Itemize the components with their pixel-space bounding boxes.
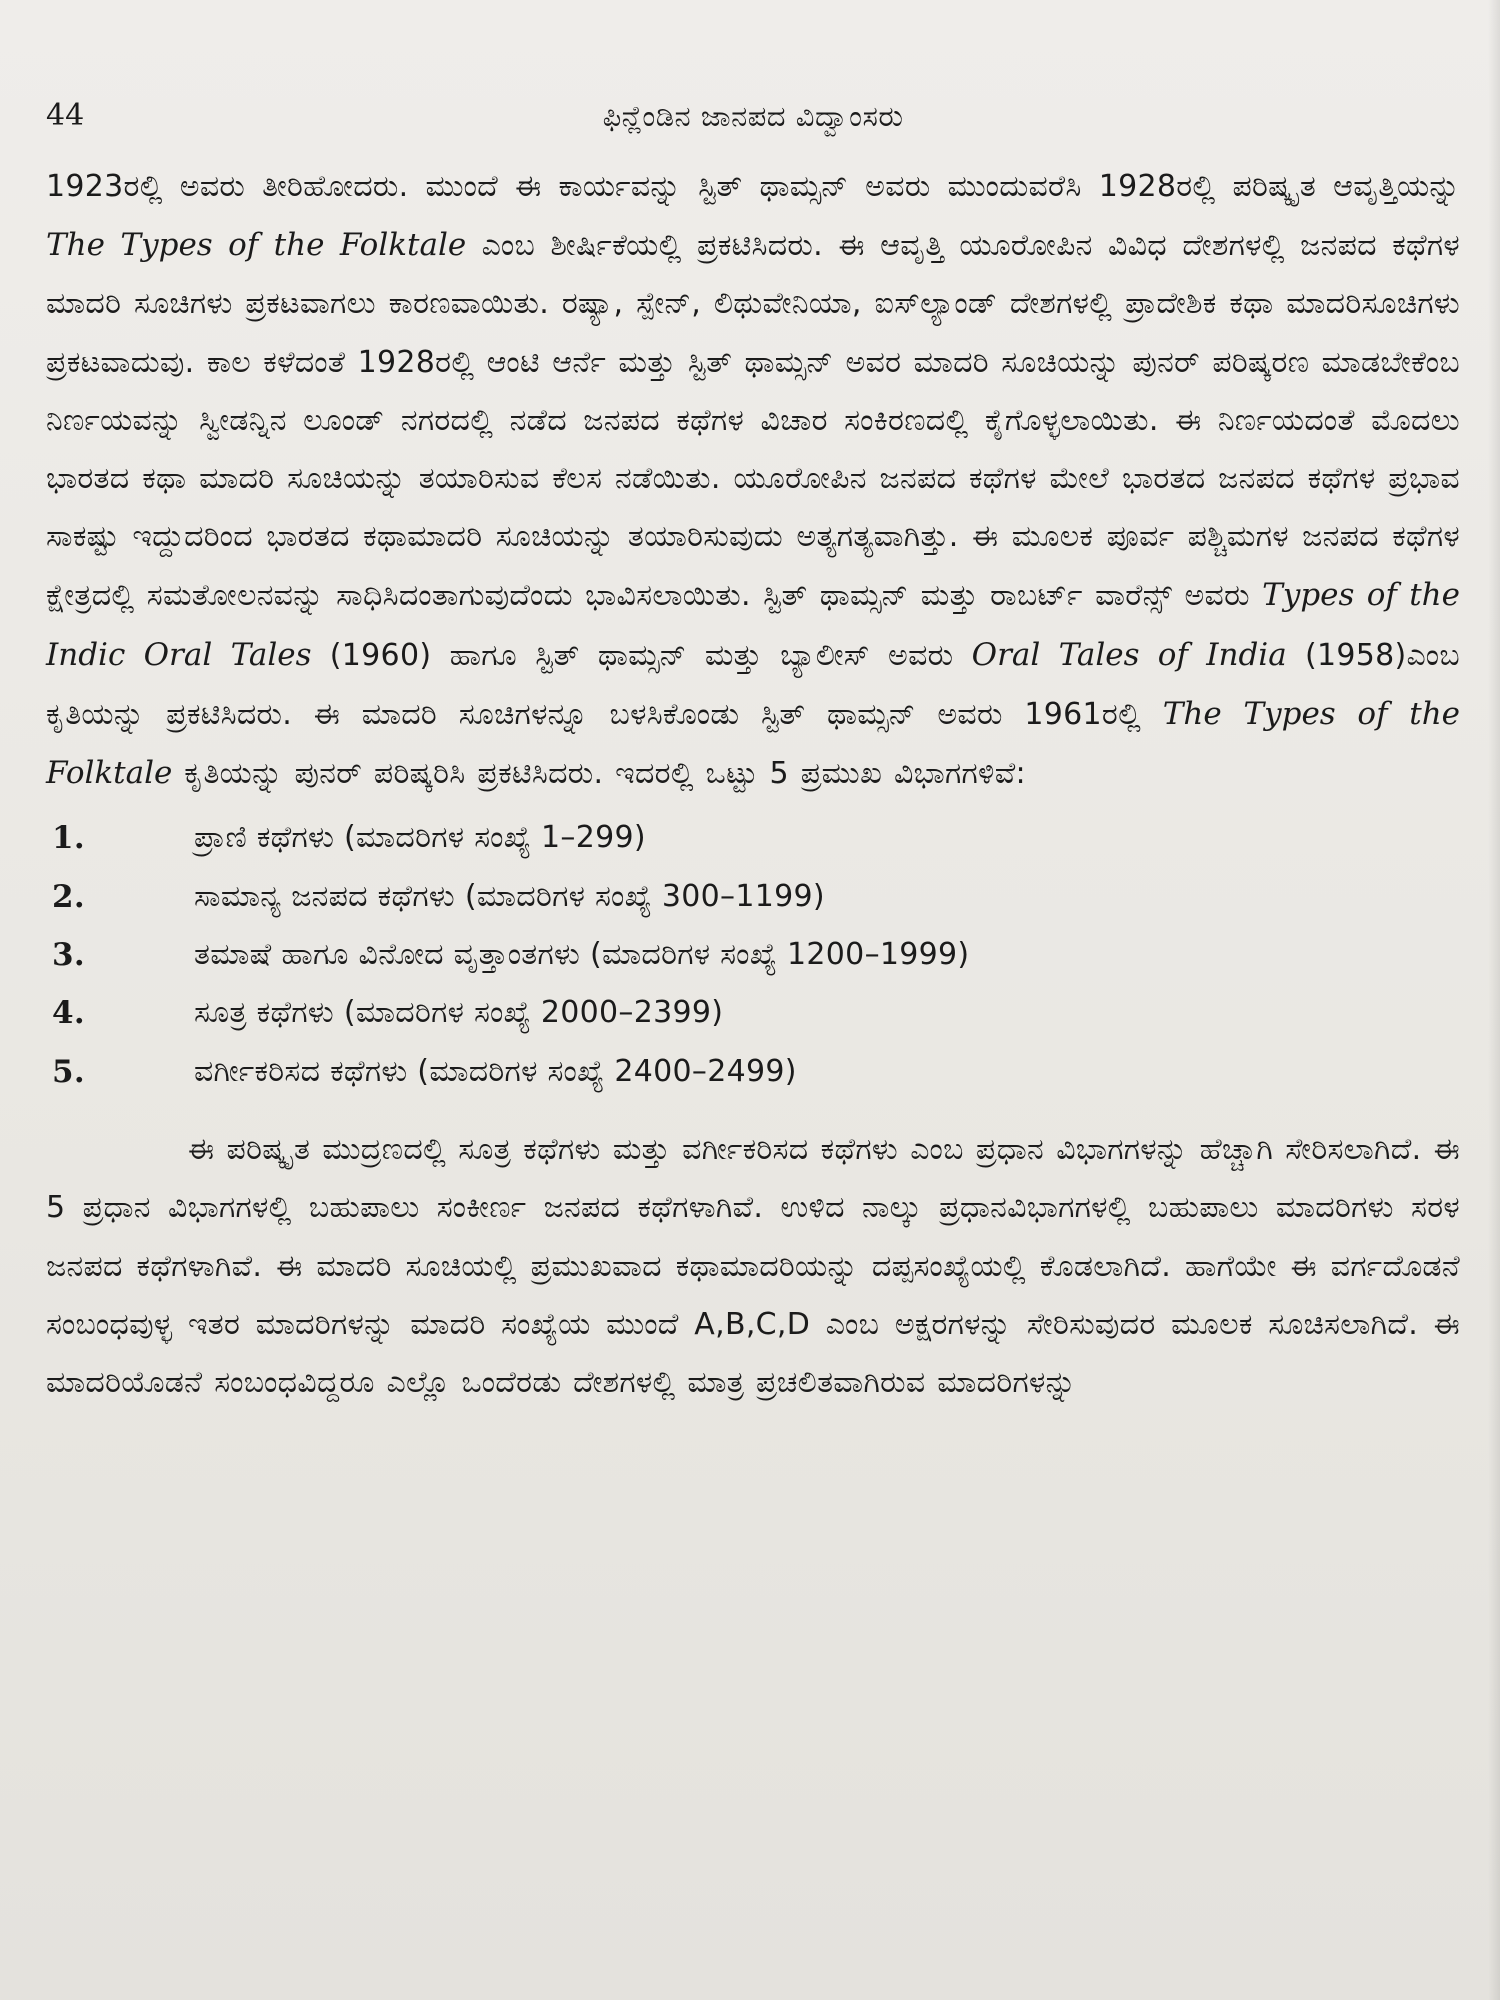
- book-title-types-of-folktale: The Types of the Folktale: [46, 227, 467, 264]
- list-item: [46, 809, 1460, 867]
- paragraph-1-text-c: (1960) ಹಾಗೂ ಸ್ಟಿತ್ ಥಾಮ್ಸನ್ ಮತ್ತು ಬ್ಯಾಲೀಸ್ ಅವರು: [311, 637, 972, 673]
- list-item: [46, 984, 1460, 1042]
- list-item-number: 5.: [52, 1053, 85, 1090]
- body-paragraph-1: [46, 158, 1460, 803]
- paragraph-1-text-a: 1923ರಲ್ಲಿ ಅವರು ತೀರಿಹೋದರು. ಮುಂದೆ ಈ ಕಾರ್ಯವನ್ನು ಸ್ಟಿತ್ ಥಾಮ್ಸನ್ ಅವರು ಮುಂದುವರೆಸಿ 1928ರಲ್ಲಿ ಪರಿಷ್ಕೃತ ಆವೃತ್ತಿಯನ್ನು: [46, 169, 1460, 204]
- body-paragraph-2: ಈ ಪರಿಷ್ಕೃತ ಮುದ್ರಣದಲ್ಲಿ ಸೂತ್ರ ಕಥೆಗಳು ಮತ್ತು ವರ್ಗೀಕರಿಸದ ಕಥೆಗಳು ಎಂಬ ಪ್ರಧಾನ ವಿಭಾಗಗಳನ್ನು ಹೆಚ್ಚಾಗಿ ಸೇರಿಸಲಾಗಿದೆ. ಈ 5 ಪ್ರಧಾನ ವಿಭಾಗಗಳಲ್ಲಿ ಬಹುಪಾಲು ಸಂಕೀರ್ಣ ಜನಪದ ಕಥೆಗಳಾಗಿವೆ. ಉಳಿದ ನಾಲ್ಕು ಪ್ರಧಾನವಿಭಾಗಗಳಲ್ಲಿ ಬಹುಪಾಲು ಮಾದರಿಗಳು ಸರಳ ಜನಪದ ಕಥೆಗಳಾಗಿವೆ. ಈ ಮಾದರಿ ಸೂಚಿಯಲ್ಲಿ ಪ್ರಮುಖವಾದ ಕಥಾಮಾದರಿಯನ್ನು ದಪ್ಪಸಂಖ್ಯೆಯಲ್ಲಿ ಕೊಡಲಾಗಿದೆ. ಹಾಗೆಯೇ ಈ ವರ್ಗದೊಡನೆ ಸಂಬಂಧವುಳ್ಳ ಇತರ ಮಾದರಿಗಳನ್ನು ಮಾದರಿ ಸಂಖ್ಯೆಯ ಮುಂದೆ A,B,C,D ಎಂಬ ಅಕ್ಷರಗಳನ್ನು ಸೇರಿಸುವುದರ ಮೂಲಕ ಸೂಚಿಸಲಾಗಿದೆ. ಈ ಮಾದರಿಯೊಡನೆ ಸಂಬಂಧವಿದ್ದರೂ ಎಲ್ಲೊ ಒಂದೆರಡು ದೇಶಗಳಲ್ಲಿ ಮಾತ್ರ ಪ್ರಚಲಿತವಾಗಿರುವ ಮಾದರಿಗಳನ್ನು: [46, 1132, 1460, 1401]
- book-title-types-of-folktale-1961: The Types of the Folktale: [46, 695, 1460, 792]
- list-item-text: ತಮಾಷೆ ಹಾಗೂ ವಿನೋದ ವೃತ್ತಾಂತಗಳು (ಮಾದರಿಗಳ ಸಂಖ್ಯೆ 1200–1999): [194, 937, 970, 973]
- page-number: 44: [46, 98, 85, 133]
- list-item-number: 2.: [52, 878, 85, 915]
- paragraph-1-text-b: ಎಂಬ ಶೀರ್ಷಿಕೆಯಲ್ಲಿ ಪ್ರಕಟಿಸಿದರು. ಈ ಆವೃತ್ತಿ ಯೂರೋಪಿನ ವಿವಿಧ ದೇಶಗಳಲ್ಲಿ ಜನಪದ ಕಥೆಗಳ ಮಾದರಿ ಸೂಚಿಗಳು ಪ್ರಕಟವಾಗಲು ಕಾರಣವಾಯಿತು. ರಷ್ಯಾ, ಸ್ಪೇನ್, ಲಿಥುವೇನಿಯಾ, ಐಸ್‌ಲ್ಯಾಂಡ್ ದೇಶಗಳಲ್ಲಿ ಪ್ರಾದೇಶಿಕ ಕಥಾ ಮಾದರಿಸೂಚಿಗಳು ಪ್ರಕಟವಾದುವು. ಕಾಲ ಕಳೆದಂತೆ 1928ರಲ್ಲಿ ಆಂಟಿ ಆರ್ನೆ ಮತ್ತು ಸ್ಟಿತ್ ಥಾಮ್ಸನ್ ಅವರ ಮಾದರಿ ಸೂಚಿಯನ್ನು ಪುನರ್ ಪರಿಷ್ಕರಣ ಮಾಡಬೇಕೆಂಬ ನಿರ್ಣಯವನ್ನು ಸ್ವೀಡನ್ನಿನ ಲೂಂಡ್ ನಗರದಲ್ಲಿ ನಡೆದ ಜನಪದ ಕಥೆಗಳ ವಿಚಾರ ಸಂಕಿರಣದಲ್ಲಿ ಕೈಗೊಳ್ಳಲಾಯಿತು. ಈ ನಿರ್ಣಯದಂತೆ ಮೊದಲು ಭಾರತದ ಕಥಾ ಮಾದರಿ ಸೂಚಿಯನ್ನು ತಯಾರಿಸುವ ಕೆಲಸ ನಡೆಯಿತು. ಯೂರೋಪಿನ ಜನಪದ ಕಥೆಗಳ ಮೇಲೆ ಭಾರತದ ಜನಪದ ಕಥೆಗಳ ಪ್ರಭಾವ ಸಾಕಷ್ಟು ಇದ್ದುದರಿಂದ ಭಾರತದ ಕಥಾಮಾದರಿ ಸೂಚಿಯನ್ನು ತಯಾರಿಸುವುದು ಅತ್ಯಗತ್ಯವಾಗಿತ್ತು. ಈ ಮೂಲಕ ಪೂರ್ವ ಪಶ್ಚಿಮಗಳ ಜನಪದ ಕಥೆಗಳ ಕ್ಷೇತ್ರದಲ್ಲಿ ಸಮತೋಲನವನ್ನು ಸಾಧಿಸಿದಂತಾಗುವುದೆಂದು ಭಾವಿಸಲಾಯಿತು. ಸ್ಟಿತ್ ಥಾಮ್ಸನ್ ಮತ್ತು ರಾಬರ್ಟ್ ವಾರೆನ್ಸ್ ಅವರು: [46, 228, 1460, 614]
- list-item-number: 1.: [52, 820, 85, 857]
- paragraph-1-text-d: (1958)ಎಂಬ ಕೃತಿಯನ್ನು ಪ್ರಕಟಿಸಿದರು. ಈ ಮಾದರಿ ಸೂಚಿಗಳನ್ನೂ ಬಳಸಿಕೊಂಡು ಸ್ಟಿತ್ ಥಾಮ್ಸನ್ ಅವರು 1961ರಲ್ಲಿ: [46, 637, 1461, 732]
- running-title: ಫಿನ್ಲೆಂಡಿನ ಜಾನಪದ ವಿದ್ವಾಂಸರು: [602, 99, 904, 133]
- book-title-oral-tales-of-india: Oral Tales of India: [971, 636, 1287, 673]
- list-item: [46, 926, 1460, 984]
- category-list: [46, 809, 1460, 1101]
- list-item-text: ಸೂತ್ರ ಕಥೆಗಳು (ಮಾದರಿಗಳ ಸಂಖ್ಯೆ 2000–2399): [194, 995, 724, 1031]
- list-item-text: ವರ್ಗೀಕರಿಸದ ಕಥೆಗಳು (ಮಾದರಿಗಳ ಸಂಖ್ಯೆ 2400–2499): [194, 1053, 797, 1089]
- list-item: [46, 1043, 1460, 1101]
- page-edge-shadow: [1488, 0, 1500, 2000]
- paragraph-1-text-e: ಕೃತಿಯನ್ನು ಪುನರ್ ಪರಿಷ್ಕರಿಸಿ ಪ್ರಕಟಿಸಿದರು. ಇದರಲ್ಲಿ ಒಟ್ಟು 5 ಪ್ರಮುಖ ವಿಭಾಗಗಳಿವೆ:: [172, 756, 1026, 792]
- list-item-text: ಸಾಮಾನ್ಯ ಜನಪದ ಕಥೆಗಳು (ಮಾದರಿಗಳ ಸಂಖ್ಯೆ 300–1199): [194, 878, 825, 914]
- running-header: [46, 88, 1460, 144]
- book-title-indic-oral-tales: Types of the Indic Oral Tales: [46, 577, 1460, 673]
- list-item-number: 4.: [52, 995, 85, 1032]
- list-item-number: 3.: [52, 937, 85, 974]
- list-item: [46, 868, 1460, 926]
- list-item-text: ಪ್ರಾಣಿ ಕಥೆಗಳು (ಮಾದರಿಗಳ ಸಂಖ್ಯೆ 1–299): [194, 820, 646, 856]
